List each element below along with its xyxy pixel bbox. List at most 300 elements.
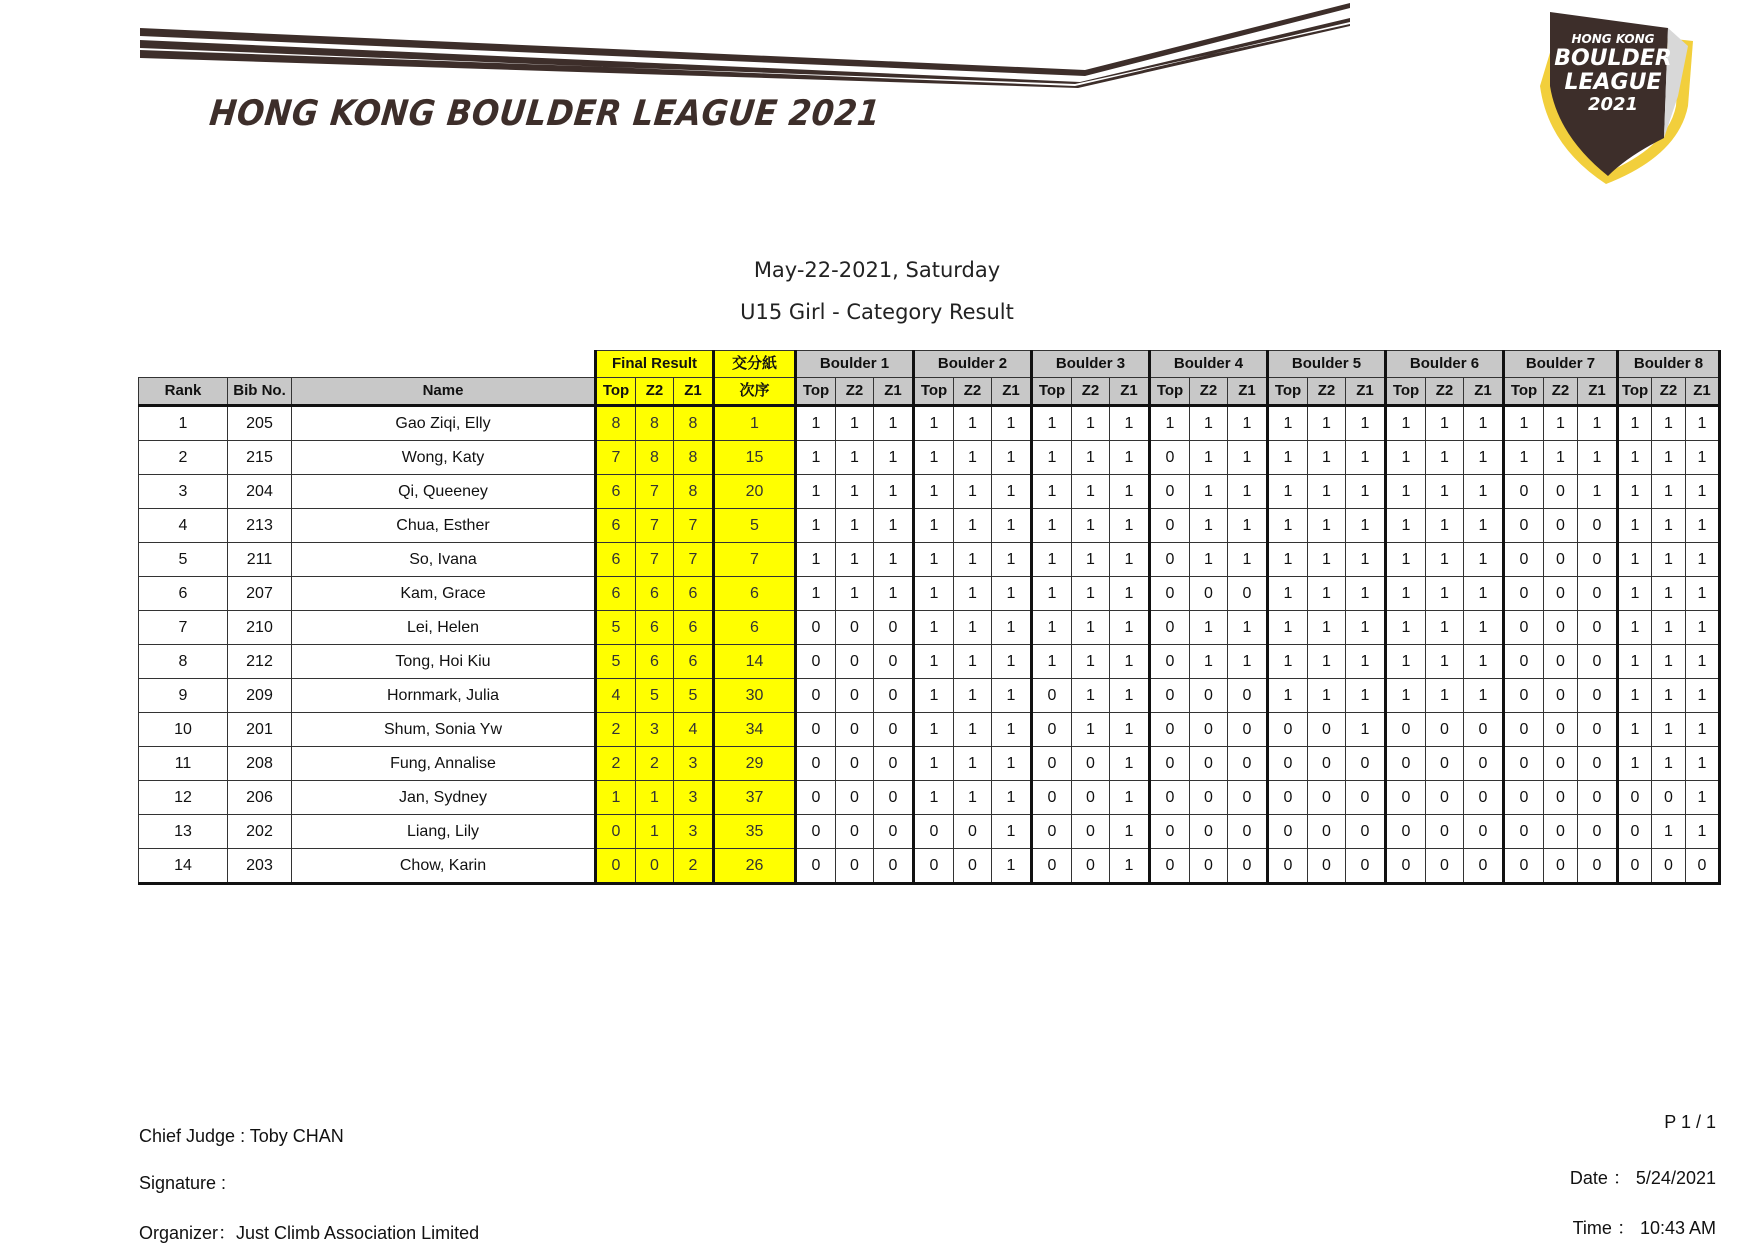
- boulder-6-top-cell: 1: [1386, 577, 1426, 611]
- boulder-2-top-cell: 1: [914, 781, 954, 815]
- boulder-1-z2-cell: 1: [836, 509, 874, 543]
- boulder-6-z2-cell: 1: [1426, 441, 1464, 475]
- boulder-3-z2-cell: 0: [1072, 849, 1110, 884]
- boulder-3-z2-cell: 1: [1072, 441, 1110, 475]
- boulder-1-top-cell: 1: [796, 577, 836, 611]
- boulder-7-z1-cell: 0: [1578, 577, 1618, 611]
- header-banner-lines: [0, 0, 1360, 100]
- boulder-7-z1-cell: 0: [1578, 543, 1618, 577]
- z2-column-header: Z2: [1426, 378, 1464, 406]
- boulder-8-z2-cell: 1: [1652, 645, 1686, 679]
- final-z1-cell: 8: [674, 475, 714, 509]
- boulder-8-z1-cell: 1: [1686, 645, 1720, 679]
- boulder-5-z2-cell: 0: [1308, 849, 1346, 884]
- boulder-7-z2-cell: 0: [1544, 781, 1578, 815]
- boulder-5-z1-cell: 0: [1346, 781, 1386, 815]
- name-cell: Kam, Grace: [292, 577, 596, 611]
- final-z2-cell: 0: [636, 849, 674, 884]
- boulder-1-z2-cell: 0: [836, 849, 874, 884]
- rank-cell: 10: [139, 713, 228, 747]
- boulder-2-z1-cell: 1: [992, 611, 1032, 645]
- boulder-7-z1-cell: 0: [1578, 645, 1618, 679]
- boulder-2-z2-cell: 1: [954, 781, 992, 815]
- boulder-1-z1-cell: 1: [874, 509, 914, 543]
- boulder-2-z2-cell: 0: [954, 815, 992, 849]
- top-column-header: Top: [914, 378, 954, 406]
- boulder-4-z1-cell: 0: [1228, 577, 1268, 611]
- bib-cell: 208: [228, 747, 292, 781]
- bib-column-header: Bib No.: [228, 378, 292, 406]
- boulder-1-top-cell: 0: [796, 713, 836, 747]
- top-column-header: Top: [1032, 378, 1072, 406]
- final-top-cell: 2: [596, 713, 636, 747]
- order-cell: 6: [714, 611, 796, 645]
- boulder-8-z2-cell: 1: [1652, 509, 1686, 543]
- boulder-6-z1-cell: 1: [1464, 679, 1504, 713]
- boulder-4-z2-cell: 0: [1190, 747, 1228, 781]
- final-z1-cell: 4: [674, 713, 714, 747]
- boulder-1-z1-cell: 0: [874, 849, 914, 884]
- boulder-2-z1-cell: 1: [992, 679, 1032, 713]
- final-z1-cell: 7: [674, 543, 714, 577]
- boulder-1-z2-cell: 1: [836, 406, 874, 441]
- boulder-1-z2-cell: 1: [836, 441, 874, 475]
- boulder-1-z2-cell: 0: [836, 815, 874, 849]
- name-cell: Qi, Queeney: [292, 475, 596, 509]
- boulder-3-top-cell: 0: [1032, 815, 1072, 849]
- final-z1-cell: 6: [674, 577, 714, 611]
- final-top-cell: 7: [596, 441, 636, 475]
- boulder-1-z2-cell: 0: [836, 781, 874, 815]
- boulder-4-top-cell: 0: [1150, 611, 1190, 645]
- boulder-8-z2-cell: 1: [1652, 543, 1686, 577]
- bib-cell: 204: [228, 475, 292, 509]
- boulder-7-top-cell: 0: [1504, 815, 1544, 849]
- rank-cell: 9: [139, 679, 228, 713]
- boulder-4-top-cell: 0: [1150, 679, 1190, 713]
- z1-column-header: Z1: [1578, 378, 1618, 406]
- boulder-4-z2-cell: 0: [1190, 781, 1228, 815]
- boulder-4-z2-cell: 1: [1190, 509, 1228, 543]
- name-cell: Hornmark, Julia: [292, 679, 596, 713]
- boulder-5-z1-cell: 1: [1346, 611, 1386, 645]
- boulder-5-top-cell: 0: [1268, 849, 1308, 884]
- final-z1-cell: 6: [674, 645, 714, 679]
- final-top-cell: 6: [596, 475, 636, 509]
- boulder-3-z2-cell: 1: [1072, 645, 1110, 679]
- boulder-8-z1-cell: 1: [1686, 781, 1720, 815]
- boulder-4-z1-cell: 0: [1228, 747, 1268, 781]
- final-top-cell: 5: [596, 645, 636, 679]
- z2-column-header: Z2: [1190, 378, 1228, 406]
- boulder-7-top-cell: 1: [1504, 406, 1544, 441]
- boulder-3-top-cell: 1: [1032, 611, 1072, 645]
- bib-cell: 203: [228, 849, 292, 884]
- boulder-4-top-cell: 0: [1150, 713, 1190, 747]
- boulder-6-z1-cell: 0: [1464, 781, 1504, 815]
- boulder-6-top-cell: 1: [1386, 475, 1426, 509]
- name-cell: Chua, Esther: [292, 509, 596, 543]
- boulder-4-z2-cell: 1: [1190, 406, 1228, 441]
- boulder-6-z1-cell: 0: [1464, 713, 1504, 747]
- final-top-cell: 0: [596, 849, 636, 884]
- final-z2-cell: 7: [636, 475, 674, 509]
- boulder-2-top-cell: 1: [914, 475, 954, 509]
- boulder-8-top-cell: 1: [1618, 611, 1652, 645]
- final-result-header: Final Result: [596, 351, 714, 378]
- boulder-4-z1-cell: 0: [1228, 849, 1268, 884]
- boulder-2-top-cell: 1: [914, 645, 954, 679]
- boulder-3-top-cell: 0: [1032, 849, 1072, 884]
- final-z2-cell: 1: [636, 815, 674, 849]
- final-top-cell: 0: [596, 815, 636, 849]
- order-cell: 5: [714, 509, 796, 543]
- boulder-8-z1-cell: 1: [1686, 577, 1720, 611]
- boulder-4-z1-cell: 0: [1228, 713, 1268, 747]
- boulder-2-z2-cell: 1: [954, 713, 992, 747]
- boulder-3-top-cell: 0: [1032, 679, 1072, 713]
- boulder-3-top-cell: 1: [1032, 645, 1072, 679]
- boulder-1-top-cell: 0: [796, 815, 836, 849]
- final-z1-cell: 5: [674, 679, 714, 713]
- boulder-8-z2-cell: 1: [1652, 713, 1686, 747]
- boulder-1-top-cell: 1: [796, 509, 836, 543]
- boulder-2-z2-cell: 1: [954, 747, 992, 781]
- logo-line-1: HONG KONG: [1571, 32, 1655, 46]
- boulder-4-z1-cell: 1: [1228, 543, 1268, 577]
- boulder-5-z2-cell: 1: [1308, 441, 1346, 475]
- boulder-6-z2-cell: 0: [1426, 781, 1464, 815]
- boulder-2-top-cell: 1: [914, 679, 954, 713]
- boulder-6-z2-cell: 1: [1426, 611, 1464, 645]
- boulder-6-z1-cell: 0: [1464, 815, 1504, 849]
- boulder-3-z2-cell: 1: [1072, 611, 1110, 645]
- z2-column-header: Z2: [1072, 378, 1110, 406]
- boulder-7-z2-cell: 0: [1544, 611, 1578, 645]
- bib-cell: 212: [228, 645, 292, 679]
- rank-cell: 5: [139, 543, 228, 577]
- boulder-4-z1-cell: 1: [1228, 645, 1268, 679]
- boulder-3-z2-cell: 1: [1072, 679, 1110, 713]
- final-z1-cell: 3: [674, 815, 714, 849]
- boulder-7-top-cell: 0: [1504, 475, 1544, 509]
- final-z2-cell: 6: [636, 577, 674, 611]
- boulder-6-z1-cell: 1: [1464, 577, 1504, 611]
- boulder-1-top-cell: 0: [796, 781, 836, 815]
- boulder-2-z1-cell: 1: [992, 747, 1032, 781]
- final-z2-cell: 8: [636, 406, 674, 441]
- boulder-8-z2-cell: 1: [1652, 441, 1686, 475]
- boulder-5-z2-cell: 1: [1308, 577, 1346, 611]
- boulder-2-z1-cell: 1: [992, 475, 1032, 509]
- boulder-6-z1-cell: 1: [1464, 475, 1504, 509]
- boulder-2-z1-cell: 1: [992, 441, 1032, 475]
- boulder-7-z1-cell: 1: [1578, 475, 1618, 509]
- boulder-1-z1-cell: 0: [874, 781, 914, 815]
- boulder-8-z2-cell: 1: [1652, 406, 1686, 441]
- group-header-row: [139, 351, 1720, 378]
- boulder-8-z1-cell: 0: [1686, 849, 1720, 884]
- boulder-5-top-cell: 1: [1268, 645, 1308, 679]
- boulder-3-top-cell: 0: [1032, 713, 1072, 747]
- boulder-8-header: Boulder 8: [1618, 351, 1720, 378]
- boulder-5-z1-cell: 1: [1346, 645, 1386, 679]
- boulder-3-top-cell: 0: [1032, 747, 1072, 781]
- boulder-4-z1-cell: 1: [1228, 475, 1268, 509]
- boulder-8-z2-cell: 1: [1652, 577, 1686, 611]
- boulder-1-top-cell: 0: [796, 849, 836, 884]
- name-cell: Chow, Karin: [292, 849, 596, 884]
- boulder-2-z1-cell: 1: [992, 781, 1032, 815]
- boulder-2-top-cell: 1: [914, 747, 954, 781]
- rank-column-header: Rank: [139, 378, 228, 406]
- boulder-4-z2-cell: 0: [1190, 577, 1228, 611]
- boulder-5-z1-cell: 1: [1346, 406, 1386, 441]
- boulder-5-z1-cell: 1: [1346, 679, 1386, 713]
- boulder-6-z2-cell: 1: [1426, 645, 1464, 679]
- league-title: HONG KONG BOULDER LEAGUE 2021: [207, 92, 883, 134]
- boulder-7-top-cell: 0: [1504, 543, 1544, 577]
- name-cell: Tong, Hoi Kiu: [292, 645, 596, 679]
- boulder-2-z1-cell: 1: [992, 509, 1032, 543]
- final-z1-cell: 8: [674, 406, 714, 441]
- boulder-3-top-cell: 1: [1032, 577, 1072, 611]
- bib-cell: 207: [228, 577, 292, 611]
- boulder-3-z1-cell: 1: [1110, 679, 1150, 713]
- boulder-1-z1-cell: 1: [874, 543, 914, 577]
- boulder-3-z1-cell: 1: [1110, 475, 1150, 509]
- boulder-4-top-cell: 0: [1150, 475, 1190, 509]
- boulder-3-z2-cell: 1: [1072, 475, 1110, 509]
- table-row: [139, 611, 1720, 645]
- boulder-5-z2-cell: 1: [1308, 406, 1346, 441]
- bib-cell: 202: [228, 815, 292, 849]
- rank-cell: 2: [139, 441, 228, 475]
- boulder-1-z1-cell: 0: [874, 645, 914, 679]
- boulder-1-top-cell: 0: [796, 611, 836, 645]
- boulder-5-z2-cell: 1: [1308, 679, 1346, 713]
- boulder-5-z2-cell: 1: [1308, 509, 1346, 543]
- boulder-7-top-cell: 0: [1504, 713, 1544, 747]
- boulder-5-top-cell: 1: [1268, 441, 1308, 475]
- boulder-5-top-cell: 1: [1268, 475, 1308, 509]
- bib-cell: 213: [228, 509, 292, 543]
- boulder-2-z2-cell: 1: [954, 679, 992, 713]
- boulder-2-z2-cell: 0: [954, 849, 992, 884]
- boulder-5-z2-cell: 0: [1308, 781, 1346, 815]
- page-number: P 1 / 1: [1664, 1112, 1716, 1132]
- boulder-8-top-cell: 0: [1618, 781, 1652, 815]
- boulder-3-z2-cell: 1: [1072, 406, 1110, 441]
- boulder-4-z1-cell: 1: [1228, 509, 1268, 543]
- boulder-3-top-cell: 1: [1032, 509, 1072, 543]
- name-cell: Wong, Katy: [292, 441, 596, 475]
- boulder-3-z2-cell: 1: [1072, 509, 1110, 543]
- boulder-3-header: Boulder 3: [1032, 351, 1150, 378]
- final-z2-cell: 8: [636, 441, 674, 475]
- boulder-1-z1-cell: 0: [874, 815, 914, 849]
- boulder-2-top-cell: 1: [914, 509, 954, 543]
- order-cell: 26: [714, 849, 796, 884]
- final-z1-cell: 2: [674, 849, 714, 884]
- boulder-4-top-cell: 0: [1150, 781, 1190, 815]
- boulder-7-z1-cell: 1: [1578, 441, 1618, 475]
- boulder-2-z1-cell: 1: [992, 406, 1032, 441]
- boulder-8-top-cell: 0: [1618, 849, 1652, 884]
- boulder-6-top-cell: 0: [1386, 849, 1426, 884]
- rank-cell: 7: [139, 611, 228, 645]
- boulder-1-z2-cell: 0: [836, 645, 874, 679]
- name-column-header: Name: [292, 378, 596, 406]
- boulder-4-z2-cell: 1: [1190, 441, 1228, 475]
- final-z2-cell: 3: [636, 713, 674, 747]
- boulder-4-z1-cell: 0: [1228, 815, 1268, 849]
- table-row: [139, 509, 1720, 543]
- table-row: [139, 713, 1720, 747]
- boulder-5-top-cell: 1: [1268, 679, 1308, 713]
- boulder-8-z2-cell: 0: [1652, 781, 1686, 815]
- boulder-1-z1-cell: 0: [874, 679, 914, 713]
- boulder-4-z2-cell: 0: [1190, 815, 1228, 849]
- final-z2-cell: 7: [636, 543, 674, 577]
- boulder-1-top-cell: 0: [796, 747, 836, 781]
- rank-cell: 3: [139, 475, 228, 509]
- results-table: [138, 350, 1721, 885]
- boulder-4-z1-cell: 1: [1228, 611, 1268, 645]
- name-cell: So, Ivana: [292, 543, 596, 577]
- order-cell: 6: [714, 577, 796, 611]
- boulder-6-z2-cell: 0: [1426, 713, 1464, 747]
- boulder-7-z1-cell: 0: [1578, 815, 1618, 849]
- name-cell: Fung, Annalise: [292, 747, 596, 781]
- boulder-2-top-cell: 0: [914, 849, 954, 884]
- boulder-6-z1-cell: 0: [1464, 747, 1504, 781]
- top-column-header: Top: [1386, 378, 1426, 406]
- boulder-7-z1-cell: 0: [1578, 509, 1618, 543]
- boulder-6-top-cell: 1: [1386, 441, 1426, 475]
- boulder-6-z1-cell: 0: [1464, 849, 1504, 884]
- boulder-2-z2-cell: 1: [954, 611, 992, 645]
- boulder-6-z2-cell: 0: [1426, 815, 1464, 849]
- boulder-6-z1-cell: 1: [1464, 543, 1504, 577]
- boulder-4-top-cell: 0: [1150, 815, 1190, 849]
- bib-cell: 205: [228, 406, 292, 441]
- boulder-5-z2-cell: 1: [1308, 543, 1346, 577]
- boulder-3-z1-cell: 1: [1110, 406, 1150, 441]
- boulder-6-z2-cell: 0: [1426, 747, 1464, 781]
- boulder-6-z2-cell: 1: [1426, 509, 1464, 543]
- boulder-7-z2-cell: 0: [1544, 475, 1578, 509]
- boulder-2-top-cell: 1: [914, 543, 954, 577]
- boulder-4-top-cell: 0: [1150, 849, 1190, 884]
- boulder-2-z2-cell: 1: [954, 645, 992, 679]
- boulder-2-z1-cell: 1: [992, 645, 1032, 679]
- boulder-5-z1-cell: 1: [1346, 543, 1386, 577]
- boulder-6-top-cell: 0: [1386, 713, 1426, 747]
- boulder-1-z2-cell: 1: [836, 475, 874, 509]
- boulder-4-top-cell: 0: [1150, 747, 1190, 781]
- boulder-1-z1-cell: 1: [874, 406, 914, 441]
- final-z2-cell: 5: [636, 679, 674, 713]
- boulder-6-top-cell: 1: [1386, 645, 1426, 679]
- rank-cell: 6: [139, 577, 228, 611]
- boulder-6-header: Boulder 6: [1386, 351, 1504, 378]
- boulder-7-z2-cell: 1: [1544, 441, 1578, 475]
- boulder-1-z2-cell: 0: [836, 611, 874, 645]
- z2-column-header: Z2: [836, 378, 874, 406]
- boulder-6-z2-cell: 1: [1426, 679, 1464, 713]
- logo-line-2: BOULDER: [1554, 46, 1672, 71]
- boulder-4-top-cell: 0: [1150, 645, 1190, 679]
- boulder-4-z2-cell: 0: [1190, 679, 1228, 713]
- boulder-6-z2-cell: 0: [1426, 849, 1464, 884]
- top-column-header: Top: [1618, 378, 1652, 406]
- final-top-cell: 6: [596, 509, 636, 543]
- order-cell: 20: [714, 475, 796, 509]
- boulder-5-top-cell: 1: [1268, 406, 1308, 441]
- boulder-1-z2-cell: 0: [836, 747, 874, 781]
- boulder-7-z2-cell: 0: [1544, 577, 1578, 611]
- boulder-8-z1-cell: 1: [1686, 815, 1720, 849]
- table-row: [139, 441, 1720, 475]
- rank-cell: 11: [139, 747, 228, 781]
- z2-column-header: Z2: [1544, 378, 1578, 406]
- top-column-header: Top: [1150, 378, 1190, 406]
- boulder-7-z1-cell: 0: [1578, 781, 1618, 815]
- boulder-5-z2-cell: 1: [1308, 611, 1346, 645]
- boulder-3-z1-cell: 1: [1110, 611, 1150, 645]
- name-cell: Liang, Lily: [292, 815, 596, 849]
- boulder-3-z1-cell: 1: [1110, 441, 1150, 475]
- final-z1-cell: 3: [674, 747, 714, 781]
- boulder-6-z2-cell: 1: [1426, 543, 1464, 577]
- order-group-header: 交分紙: [714, 351, 796, 378]
- boulder-5-top-cell: 0: [1268, 747, 1308, 781]
- boulder-3-z1-cell: 1: [1110, 645, 1150, 679]
- event-category: U15 Girl - Category Result: [740, 300, 1014, 324]
- boulder-8-z1-cell: 1: [1686, 747, 1720, 781]
- boulder-4-z2-cell: 0: [1190, 849, 1228, 884]
- signature-label: Signature :: [139, 1173, 227, 1193]
- boulder-5-z2-cell: 0: [1308, 815, 1346, 849]
- table-row: [139, 543, 1720, 577]
- boulder-7-top-cell: 0: [1504, 509, 1544, 543]
- boulder-2-z2-cell: 1: [954, 475, 992, 509]
- order-cell: 14: [714, 645, 796, 679]
- bib-cell: 209: [228, 679, 292, 713]
- boulder-5-z2-cell: 0: [1308, 747, 1346, 781]
- boulder-3-z2-cell: 0: [1072, 781, 1110, 815]
- boulder-8-top-cell: 1: [1618, 543, 1652, 577]
- boulder-2-z2-cell: 1: [954, 577, 992, 611]
- boulder-8-top-cell: 1: [1618, 509, 1652, 543]
- boulder-4-z2-cell: 1: [1190, 611, 1228, 645]
- boulder-3-z2-cell: 1: [1072, 713, 1110, 747]
- final-z1-cell: 3: [674, 781, 714, 815]
- boulder-5-z1-cell: 0: [1346, 815, 1386, 849]
- boulder-2-top-cell: 1: [914, 406, 954, 441]
- boulder-8-z2-cell: 1: [1652, 475, 1686, 509]
- boulder-8-z1-cell: 1: [1686, 713, 1720, 747]
- order-cell: 15: [714, 441, 796, 475]
- top-column-header: Top: [1268, 378, 1308, 406]
- final-z1-cell: 6: [674, 611, 714, 645]
- boulder-5-z2-cell: 0: [1308, 713, 1346, 747]
- boulder-4-z1-cell: 0: [1228, 679, 1268, 713]
- boulder-1-z1-cell: 0: [874, 747, 914, 781]
- bib-cell: 215: [228, 441, 292, 475]
- boulder-3-top-cell: 1: [1032, 406, 1072, 441]
